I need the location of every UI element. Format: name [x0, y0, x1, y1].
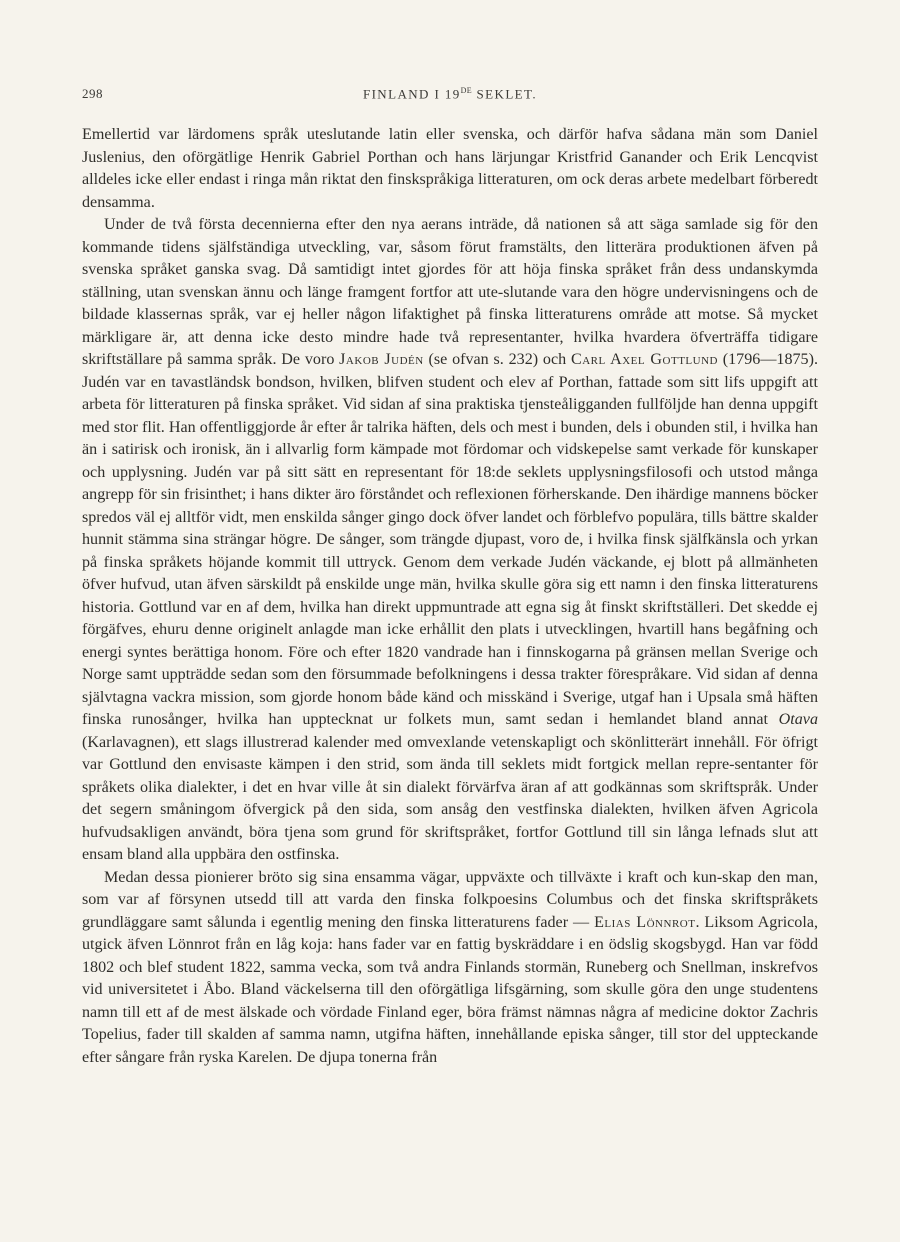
paragraph-3-text-2: . Liksom Agricola, utgick äfven Lönnrot från en låg koja: hans fader var en fattig byskräddare i en ödslig skogsbygd. Han var född 1802 och blef student 1822, samma vecka, som två andra Finlands stormän, Runeberg och Snellman, inskrefvos vid universitetet i Åbo. Bland väckelserna till den oförgätliga lifsgärning, som skulle göra den unge studentens namn till ett af de mest älskade och vördade Finland eger, böra främst nämnas några af medicine doktor Zachris Topelius, fader till skalden af samma namn, utgifna häften, innehållande episka sånger, till stor del uppteckande efter sångare från ryska Karelen. De djupa tonerna från	[82, 913, 818, 1066]
running-title	[82, 86, 818, 102]
running-title-end: SEKLET.	[471, 86, 538, 102]
paragraph-1: Emellertid var lärdomens språk uteslutande latin eller svenska, och därför hafva sådana män som Daniel Juslenius, den oförgätlige Henrik Gabriel Porthan och hans lärjungar Kristfrid Ganander och Erik Lencqvist alldeles icke eller endast i ringa mån riktat den finskspråkiga litteraturen, om ock deras arbete medelbart förberedt densamma.	[82, 126, 818, 211]
person-name-juden: Jakob Judén	[339, 351, 424, 368]
paragraph-3-text-1: Medan dessa pionierer bröto sig sina ensamma vägar, uppväxte och tillväxte i kraft och kun-skap den man, som var af försynen utsedd till att varda den finska folkpoesins Columbus och det finska skriftspråkets grundläggare samt sålunda i egentlig mening den finska litteraturens fader —	[82, 868, 818, 931]
paragraph-2-text-3: (1796—1875). Judén var en tavastländsk bondson, hvilken, blifven student och elev af Porthan, fattade som sitt lifs uppgift att arbeta för litteraturen på finska språket. Vid sidan af sina praktiska tjensteåligganden fullföljde han denna uppgift med stor flit. Han offentliggjorde år efter år talrika häften, dels och mest i bunden, dels i obunden stil, i hvilka han än i satirisk och ironisk, än i allvarlig form kämpade mot fördomar och vidskepelse samt verkade för kunskaper och upplysning. Judén var på sitt sätt en representant för 18:de seklets upplysningsfilosofi och utstod många angrepp för sin frisinthet; i hans dikter äro förståndet och reflexionen förherskande. Den ihärdige mannens böcker spredos väl ej alltför vidt, men enskilda sånger gingo dock öfver landet och förblefvo populära, tills bättre skalder hunnit stämma sina strängar högre. De sånger, som trängde djupast, voro de, i hvilka finsk själfkänsla och yrkan på finska språkets höjande kommit till uttryck. Genom dem verkade Judén väckande, ej blott på allmänheten öfver hufvud, utan äfven särskildt på enskilde unge män, hvilka skulle göra sig ett namn i den finska litteraturens historia. Gottlund var en af dem, hvilka han direkt uppmuntrade att egna sig åt finskt skriftställeri. Det skedde ej förgäfves, ehuru denne originelt anlagde man icke erhållit den plats i utvecklingen, hvartill hans begåfning och energi syntes berättiga honom. Före och efter 1820 vandrade han i finnskogarna på gränsen mellan Sverige och Norge samt uppträdde sedan som den försummade befolkningens i dessa trakter förespråkare. Vid sidan af denna självtagna vackra mission, som gjorde honom både känd och misskänd i Sverige, utgaf han i Upsala små häften finska runosånger, hvilka han upptecknat ur folkets mun, samt sedan i hemlandet bland annat	[82, 351, 818, 728]
running-title-main: FINLAND I 19	[362, 86, 461, 102]
person-name-lonnrot: Elias Lönnrot	[594, 913, 696, 931]
page-number: 298	[82, 86, 103, 101]
work-title-otava: Otava	[778, 711, 818, 728]
body-text	[82, 124, 818, 1069]
paragraph-3	[82, 867, 818, 1070]
running-title-superscript: DE	[460, 86, 472, 95]
paragraph-2-text-4: (Karlavagnen), ett slags illustrerad kalender med omvexlande vetenskapligt och skönlitterärt innehåll. För öfrigt var Gottlund den envisaste kämpen i den strid, som ända till seklets midt fortgick mellan repre-sentanter för språkets olika dialekter, i det en hvar ville åt sin dialekt förvärfva äran af att godkännas som skriftspråk. Under det segern småningom öfvergick på den sida, som ansåg den vestfinska dialekten, hvilken äfven Agricola hufvudsakligen användt, böra tjena som grund för skriftspråket, fortfor Gottlund till sin långa lefnads slut att ensam bland alla uppbära den ostfinska.	[82, 733, 818, 863]
page-header	[82, 86, 818, 108]
paragraph-2	[82, 214, 818, 867]
person-name-gottlund: Carl Axel Gottlund	[570, 351, 718, 368]
paragraph-2-text-1: Under de två första decennierna efter den nya aerans inträde, då nationen så att säga samlade sig för den kommande tidens själfständiga utveckling, var, såsom förut framstälts, den litterära produktionen äfven på svenska språket ganska svag. Då samtidigt intet gjordes för att höja finska språket från dess undanskymda ställning, utan svenskan ännu och länge framgent fortfor att ute-slutande vara den högre undervisningens och de bildade klassernas språk, var ej heller någon lifaktighet på finska litteraturens område att motse. Så mycket märkligare är, att denna icke desto mindre hade två representanter, hvilka hvardera öfverträffa tidigare skriftställare på samma språk. De voro	[82, 216, 818, 368]
paragraph-2-text-2: (se ofvan s. 232) och	[423, 351, 571, 368]
